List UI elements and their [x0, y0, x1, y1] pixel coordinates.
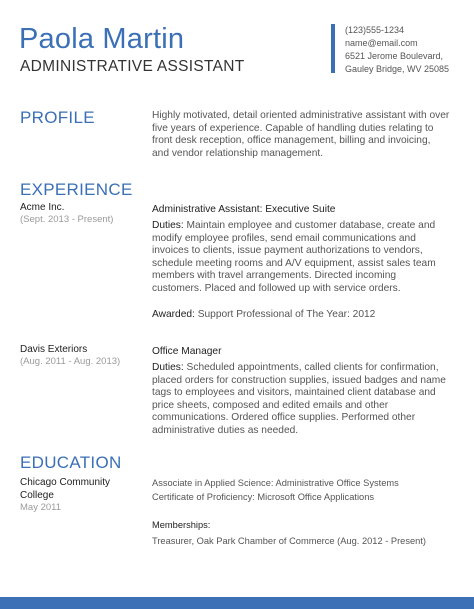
job-duties: [152, 220, 442, 295]
education-heading: EDUCATION: [20, 453, 122, 472]
job-dates: (Aug. 2011 - Aug. 2013): [20, 356, 121, 367]
contact-address-line2: Gauley Bridge, WV 25085: [345, 64, 450, 74]
contact-address-line1: 6521 Jerome Boulevard,: [345, 51, 444, 61]
education-certificate: Certificate of Proficiency: Microsoft Office Applications: [152, 492, 375, 502]
duties-label: Duties:: [152, 362, 184, 373]
duties-label: Duties:: [152, 220, 184, 231]
candidate-name: Paola Martin: [19, 23, 185, 55]
contact-accent-bar: [331, 24, 335, 73]
job-company: Acme Inc.: [20, 202, 65, 213]
job-duties: [152, 362, 448, 437]
profile-text: Highly motivated, detail oriented administrative assistant with over five years of experience. Capable of handling duties relating to front desk reception, office management, billing and invoicing, and vendor relationship management.: [152, 110, 450, 159]
award-label: Awarded:: [152, 309, 195, 320]
education-date: May 2011: [20, 502, 62, 513]
education-degree: Associate in Applied Science: Administrative Office Systems: [152, 478, 399, 488]
job-title: Administrative Assistant: Executive Suite: [152, 204, 336, 215]
duties-text: Maintain employee and customer database, create and modify employee profiles, send email communications and invoices to clients, issue payment authorizations to vendors, schedule meeting rooms and A/V equipment, assist sales team members with travel arrangements. Directed incoming customers. Placed and followed up with service orders.: [152, 220, 436, 294]
experience-heading: EXPERIENCE: [20, 180, 133, 199]
job-title: Office Manager: [152, 346, 222, 357]
education-school: Chicago Community College: [20, 477, 111, 501]
duties-text: Scheduled appointments, called clients for confirmation, placed orders for construction supplies, issued badges and name tags to employees and visitors, maintained client database and price sheets, composed and edited emails and other communications. Ordered office supplies. Performed other administrative duties as needed.: [152, 362, 446, 436]
profile-heading: PROFILE: [20, 108, 95, 127]
footer-accent-bar: [0, 597, 474, 609]
contact-block: [345, 24, 449, 76]
job-dates: (Sept. 2013 - Present): [20, 214, 114, 225]
contact-phone: (123)555-1234: [345, 25, 405, 35]
candidate-title: ADMINISTRATIVE ASSISTANT: [20, 58, 245, 75]
job-award: [152, 309, 452, 322]
resume-header: [0, 0, 474, 90]
membership-item: Treasurer, Oak Park Chamber of Commerce (Aug. 2012 - Present): [152, 536, 427, 546]
memberships-label: Memberships:: [152, 520, 211, 530]
contact-email[interactable]: name@email.com: [345, 38, 418, 48]
award-text: Support Professional of The Year: 2012: [194, 309, 376, 320]
job-company: Davis Exteriors: [20, 344, 88, 355]
